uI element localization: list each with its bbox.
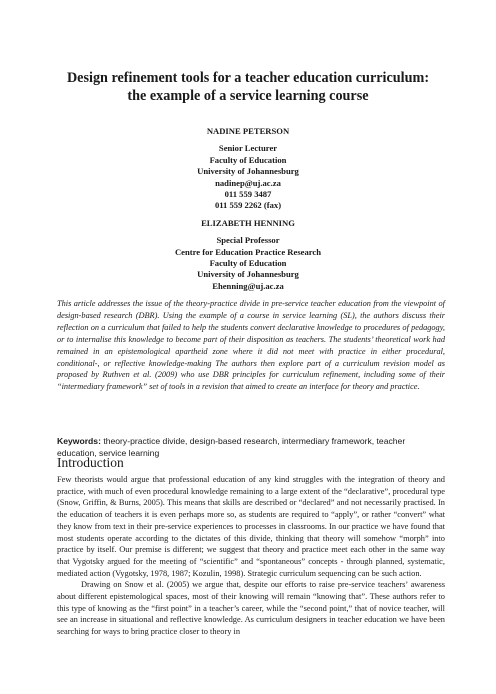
paragraph: Few theorists would argue that professional education of any kind struggles with the integration of theory and practice, with much of even procedural knowledge remaining to a large extent of the “declarative”, procedural type (Snow, Griffin, & Burns, 2005). This means that skills are described or “declared” and not necessarily practised. In the education of teachers it is even perhaps more so, as students are required to “apply”, or rather “convert” what they know from text in their pre-service experiences to processes in classrooms. In our practice we have found that most students operate according to the dictates of this divide, thinking that theory will somehow “morph” into practice by itself. Our premise is different; we suggest that theory and practice meet each other in the same way that Vygotsky argued for the meeting of “scientific” and “spontaneous” concepts - through planned, systematic, mediated action (Vygotsky, 1978, 1987; Kozulin, 1998). Strategic curriculum sequencing can be such action. bbox=[57, 475, 445, 578]
section-heading-introduction: Introduction bbox=[57, 455, 124, 470]
author-2-name: ELIZABETH HENNING bbox=[201, 217, 295, 228]
author-2-faculty: Faculty of Education bbox=[209, 258, 287, 269]
keywords-text: theory-practice divide, design-based research, intermediary framework, teacher education, service learning bbox=[57, 436, 406, 458]
author-1-fax: 011 559 2262 (fax) bbox=[214, 200, 282, 211]
author-1-university: University of Johannesburg bbox=[197, 166, 299, 177]
abstract: This article addresses the issue of the theory-practice divide in pre-service teacher education from the viewpoint of design-based research (DBR). Using the example of a course in service learning (SL), the authors discuss their reflection on a curriculum that failed to help the students convert declarative knowledge to procedures of pedagogy, or to internalise this knowledge to become part of their disposition as teachers. The students’ theoretical work had remained in an epistemological apartheid zone where it did not meet with practice in either procedural, conditional-, or reflective knowledge-making The authors then explore part of a curriculum revision model as proposed by Ruthven et al. (2009) who use DBR principles for curriculum refinement, including some of their “intermediary framework” set of tools in a revision that aimed to create an interface for theory and practice. bbox=[57, 299, 445, 392]
paper-title bbox=[40, 69, 456, 105]
title-line-2: the example of a service learning course bbox=[127, 88, 369, 104]
author-2-email[interactable]: Ehenning@uj.ac.za bbox=[212, 280, 284, 291]
paragraph: Drawing on Snow et al. (2005) we argue that, despite our efforts to raise pre-service teachers’ awareness about different epistemological spaces, most of their knowing will remain “knowing that”. These authors refer to this type of knowing as the “first point” in a teacher’s career, while the “second point,” that of novice teacher, will see an increase in situational and reflective knowledge. As curriculum designers in teacher education we have been searching for ways to bring practice closer to theory in bbox=[57, 580, 445, 637]
author-2-university: University of Johannesburg bbox=[197, 269, 299, 280]
author-1-phone: 011 559 3487 bbox=[224, 189, 272, 200]
author-1-email[interactable]: nadinep@uj.ac.za bbox=[215, 177, 281, 188]
keywords-label: Keywords: bbox=[57, 436, 101, 446]
author-block bbox=[40, 126, 456, 292]
title-line-1: Design refinement tools for a teacher education curriculum: bbox=[66, 70, 430, 86]
author-1-position: Senior Lecturer bbox=[218, 143, 278, 154]
author-2-position: Special Professor bbox=[216, 235, 280, 246]
author-2-centre: Centre for Education Practice Research bbox=[174, 246, 322, 257]
introduction-body bbox=[57, 474, 445, 638]
author-1-name: NADINE PETERSON bbox=[206, 126, 290, 136]
author-1-faculty: Faculty of Education bbox=[209, 154, 287, 165]
